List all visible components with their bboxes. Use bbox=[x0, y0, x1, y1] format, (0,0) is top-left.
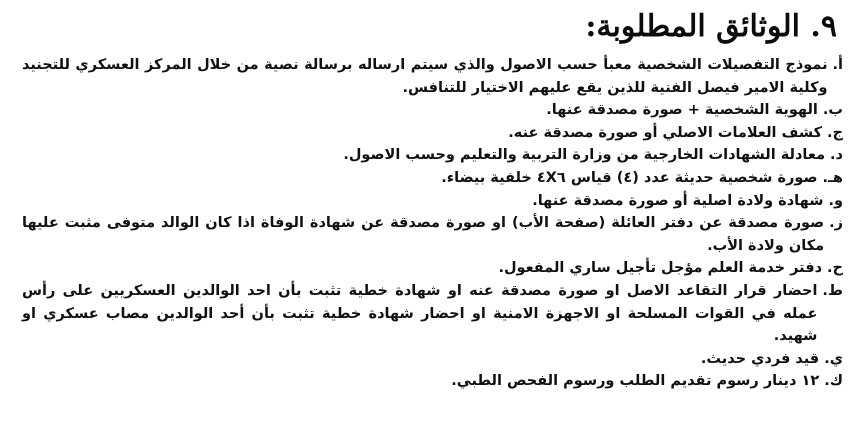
item-marker: ز. bbox=[829, 215, 843, 232]
item-marker: هـ. bbox=[822, 169, 843, 186]
list-item bbox=[22, 99, 843, 122]
item-marker: ح. bbox=[827, 260, 843, 277]
list-item bbox=[22, 257, 843, 280]
item-text: ١٢ دينار رسوم تقديم الطلب ورسوم الفحص الطبي. bbox=[451, 373, 820, 390]
item-marker: د. bbox=[830, 147, 843, 164]
list-item bbox=[22, 370, 843, 393]
section-title: ٩. الوثائق المطلوبة: bbox=[585, 9, 837, 44]
item-marker: ط. bbox=[822, 282, 843, 299]
list-item bbox=[22, 167, 843, 190]
list-item bbox=[22, 144, 843, 167]
item-marker: ي. bbox=[824, 350, 843, 367]
item-marker: ب. bbox=[822, 102, 843, 119]
requirements-list bbox=[22, 54, 843, 393]
item-text: قيد فردي حديث. bbox=[700, 350, 820, 367]
item-text: الهوية الشخصية + صورة مصدقة عنها. bbox=[546, 102, 818, 119]
item-text: احضار قرار التقاعد الاصل او صورة مصدقة عنه او شهادة خطية تثبت بأن احد الوالدين العسكريين على رأس عمله في القوات المسلحة او الاجهزة الامنية او احضار شهادة خطية تثبت بأن أحد الوالدين مصاب عسكري او شهيد. bbox=[22, 282, 818, 345]
item-text: معادلة الشهادات الخارجية من وزارة التربية والتعليم وحسب الاصول. bbox=[343, 147, 826, 164]
item-text: دفتر خدمة العلم مؤجل تأجيل ساري المفعول. bbox=[498, 260, 823, 277]
item-text: صورة مصدقة عن دفتر العائلة (صفحة الأب) او صورة مصدقة عن شهادة الوفاة اذا كان الوالد متوفى مثبت عليها مكان ولادة الأب. bbox=[22, 215, 825, 254]
item-text: نموذج التفصيلات الشخصية معبأ حسب الاصول والذي سيتم ارساله برسالة نصية من خلال المركز العسكري للتجنيد وكلية الامير فيصل الفنية للذين يقع عليهم الاختيار للتنافس. bbox=[22, 57, 828, 96]
item-marker: و. bbox=[828, 192, 843, 209]
list-item bbox=[22, 122, 843, 145]
item-text: كشف العلامات الاصلي أو صورة مصدقة عنه. bbox=[508, 124, 823, 141]
item-text: صورة شخصية حديثة عدد (٤) قياس ٤X٦ خلفية بيضاء. bbox=[441, 169, 818, 186]
list-item bbox=[22, 212, 843, 257]
item-marker: ك. bbox=[824, 373, 843, 390]
item-marker: أ. bbox=[832, 57, 843, 73]
list-item bbox=[22, 54, 843, 99]
list-item bbox=[22, 280, 843, 348]
list-item bbox=[22, 190, 843, 213]
list-item bbox=[22, 348, 843, 371]
item-marker: ج. bbox=[827, 124, 843, 141]
item-text: شهادة ولادة اصلية أو صورة مصدقة عنها. bbox=[532, 192, 824, 209]
